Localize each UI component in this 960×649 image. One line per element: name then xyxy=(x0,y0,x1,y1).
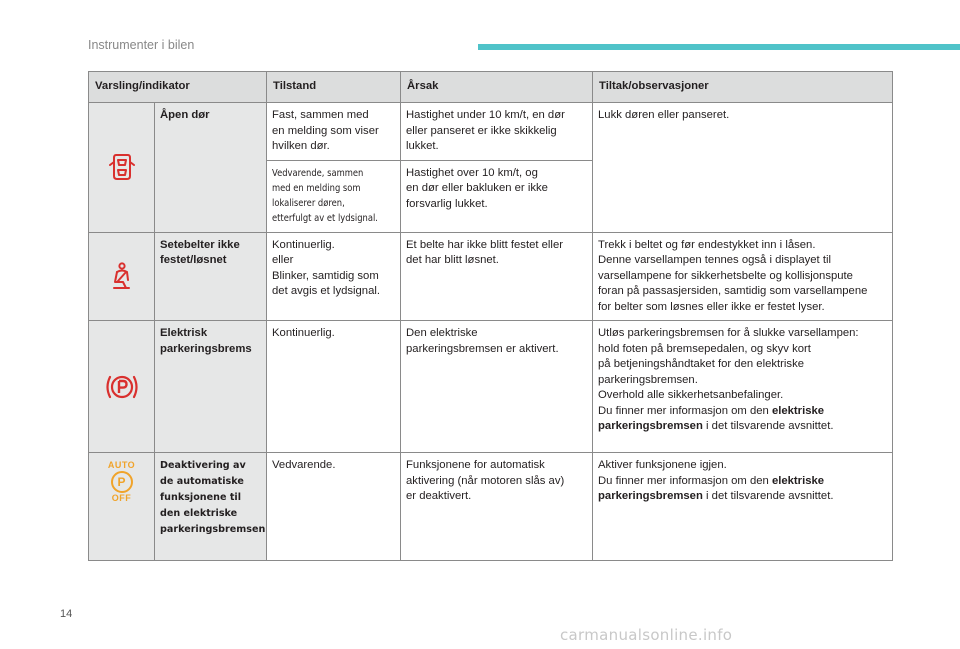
parking-p-icon: P xyxy=(111,471,133,493)
cause-text: Hastighet over 10 km/t, og en dør eller bakluken er ikke forsvarlig lukket. xyxy=(401,160,593,232)
electric-parking-brake-icon xyxy=(89,372,154,402)
cause-text: Et belte har ikke blitt festet eller det har blitt løsnet. xyxy=(401,232,593,321)
table-header-row xyxy=(89,72,893,103)
cause-text: Den elektriske parkeringsbremsen er aktivert. xyxy=(401,321,593,453)
action-bold-link: elektriske xyxy=(771,404,825,417)
table-row xyxy=(89,453,893,561)
action-text-tail: i det tilsvarende avsnittet. xyxy=(702,490,834,502)
icon-cell xyxy=(89,321,155,453)
action-text: Lukk døren eller panseret. xyxy=(593,103,893,233)
page-number: 14 xyxy=(60,608,73,620)
indicator-name: Elektrisk parkeringsbrems xyxy=(155,321,267,453)
column-header-condition: Tilstand xyxy=(267,72,401,103)
action-text-tail: i det tilsvarende avsnittet. xyxy=(702,420,834,432)
seatbelt-warning-icon xyxy=(89,262,154,290)
column-header-action: Tiltak/observasjoner xyxy=(593,72,893,103)
indicator-name: Åpen dør xyxy=(155,103,267,233)
condition-text: Vedvarende, sammen med en melding som lokaliserer døren, etterfulgt av et lydsignal. xyxy=(272,167,378,224)
watermark: carmanualsonline.info xyxy=(560,626,733,644)
condition-text: Fast, sammen med en melding som viser hvilken dør. xyxy=(267,103,401,161)
cause-text: Funksjonene for automatisk aktivering (når motoren slås av) er deaktivert. xyxy=(401,453,593,561)
action-text xyxy=(593,321,893,453)
section-title: Instrumenter i bilen xyxy=(88,38,195,52)
icon-cell xyxy=(89,103,155,233)
action-text-body: Aktiver funksjonene igjen. Du finner mer informasjon om den xyxy=(598,459,769,487)
cause-text: Hastighet under 10 km/t, en dør eller panseret er ikke skikkelig lukket. xyxy=(401,103,593,161)
icon-cell xyxy=(89,453,155,561)
auto-off-parking-brake-icon xyxy=(89,461,154,503)
table-row xyxy=(89,232,893,321)
indicator-name: Setebelter ikke festet/løsnet xyxy=(155,232,267,321)
header-accent-bar xyxy=(478,44,960,50)
action-text: Trekk i beltet og før endestykket inn i låsen. Denne varsellampen tennes også i displayet til varsellampene for sikkerhetsbelte og kollisjonspute foran på passasjersiden, samtidig som varsellampene for belter som løsnes eller ikke er festet lyser. xyxy=(593,232,893,321)
column-header-cause: Årsak xyxy=(401,72,593,103)
action-bold-link: parkeringsbremsen xyxy=(598,490,703,502)
condition-text: Vedvarende. xyxy=(267,453,401,561)
indicator-name-cell xyxy=(155,453,267,561)
action-text xyxy=(593,453,893,561)
condition-text: Kontinuerlig. eller Blinker, samtidig som det avgis et lydsignal. xyxy=(267,232,401,321)
condition-cell xyxy=(267,160,401,232)
action-text-body: Utløs parkeringsbremsen for å slukke varsellampen: hold foten på bremsepedalen, og skyv kort på betjeningshåndtaket for den elektriske parkeringsbremsen. Overhold alle sikkerhetsanbefalinger. Du finner mer informasjon om den xyxy=(598,327,859,417)
indicator-name: Deaktivering av de automatiske funksjonene til den elektriske parkeringsbremsen xyxy=(160,460,266,535)
warning-lamps-table xyxy=(88,71,893,561)
action-bold-link: elektriske xyxy=(771,474,825,487)
door-open-warning-icon xyxy=(89,152,154,182)
table-row xyxy=(89,103,893,161)
column-header-indicator: Varsling/indikator xyxy=(89,72,267,103)
auto-label: AUTO xyxy=(107,460,136,470)
off-label: OFF xyxy=(111,493,132,503)
table-row xyxy=(89,321,893,453)
icon-cell xyxy=(89,232,155,321)
action-bold-link: parkeringsbremsen xyxy=(598,420,703,432)
condition-text: Kontinuerlig. xyxy=(267,321,401,453)
